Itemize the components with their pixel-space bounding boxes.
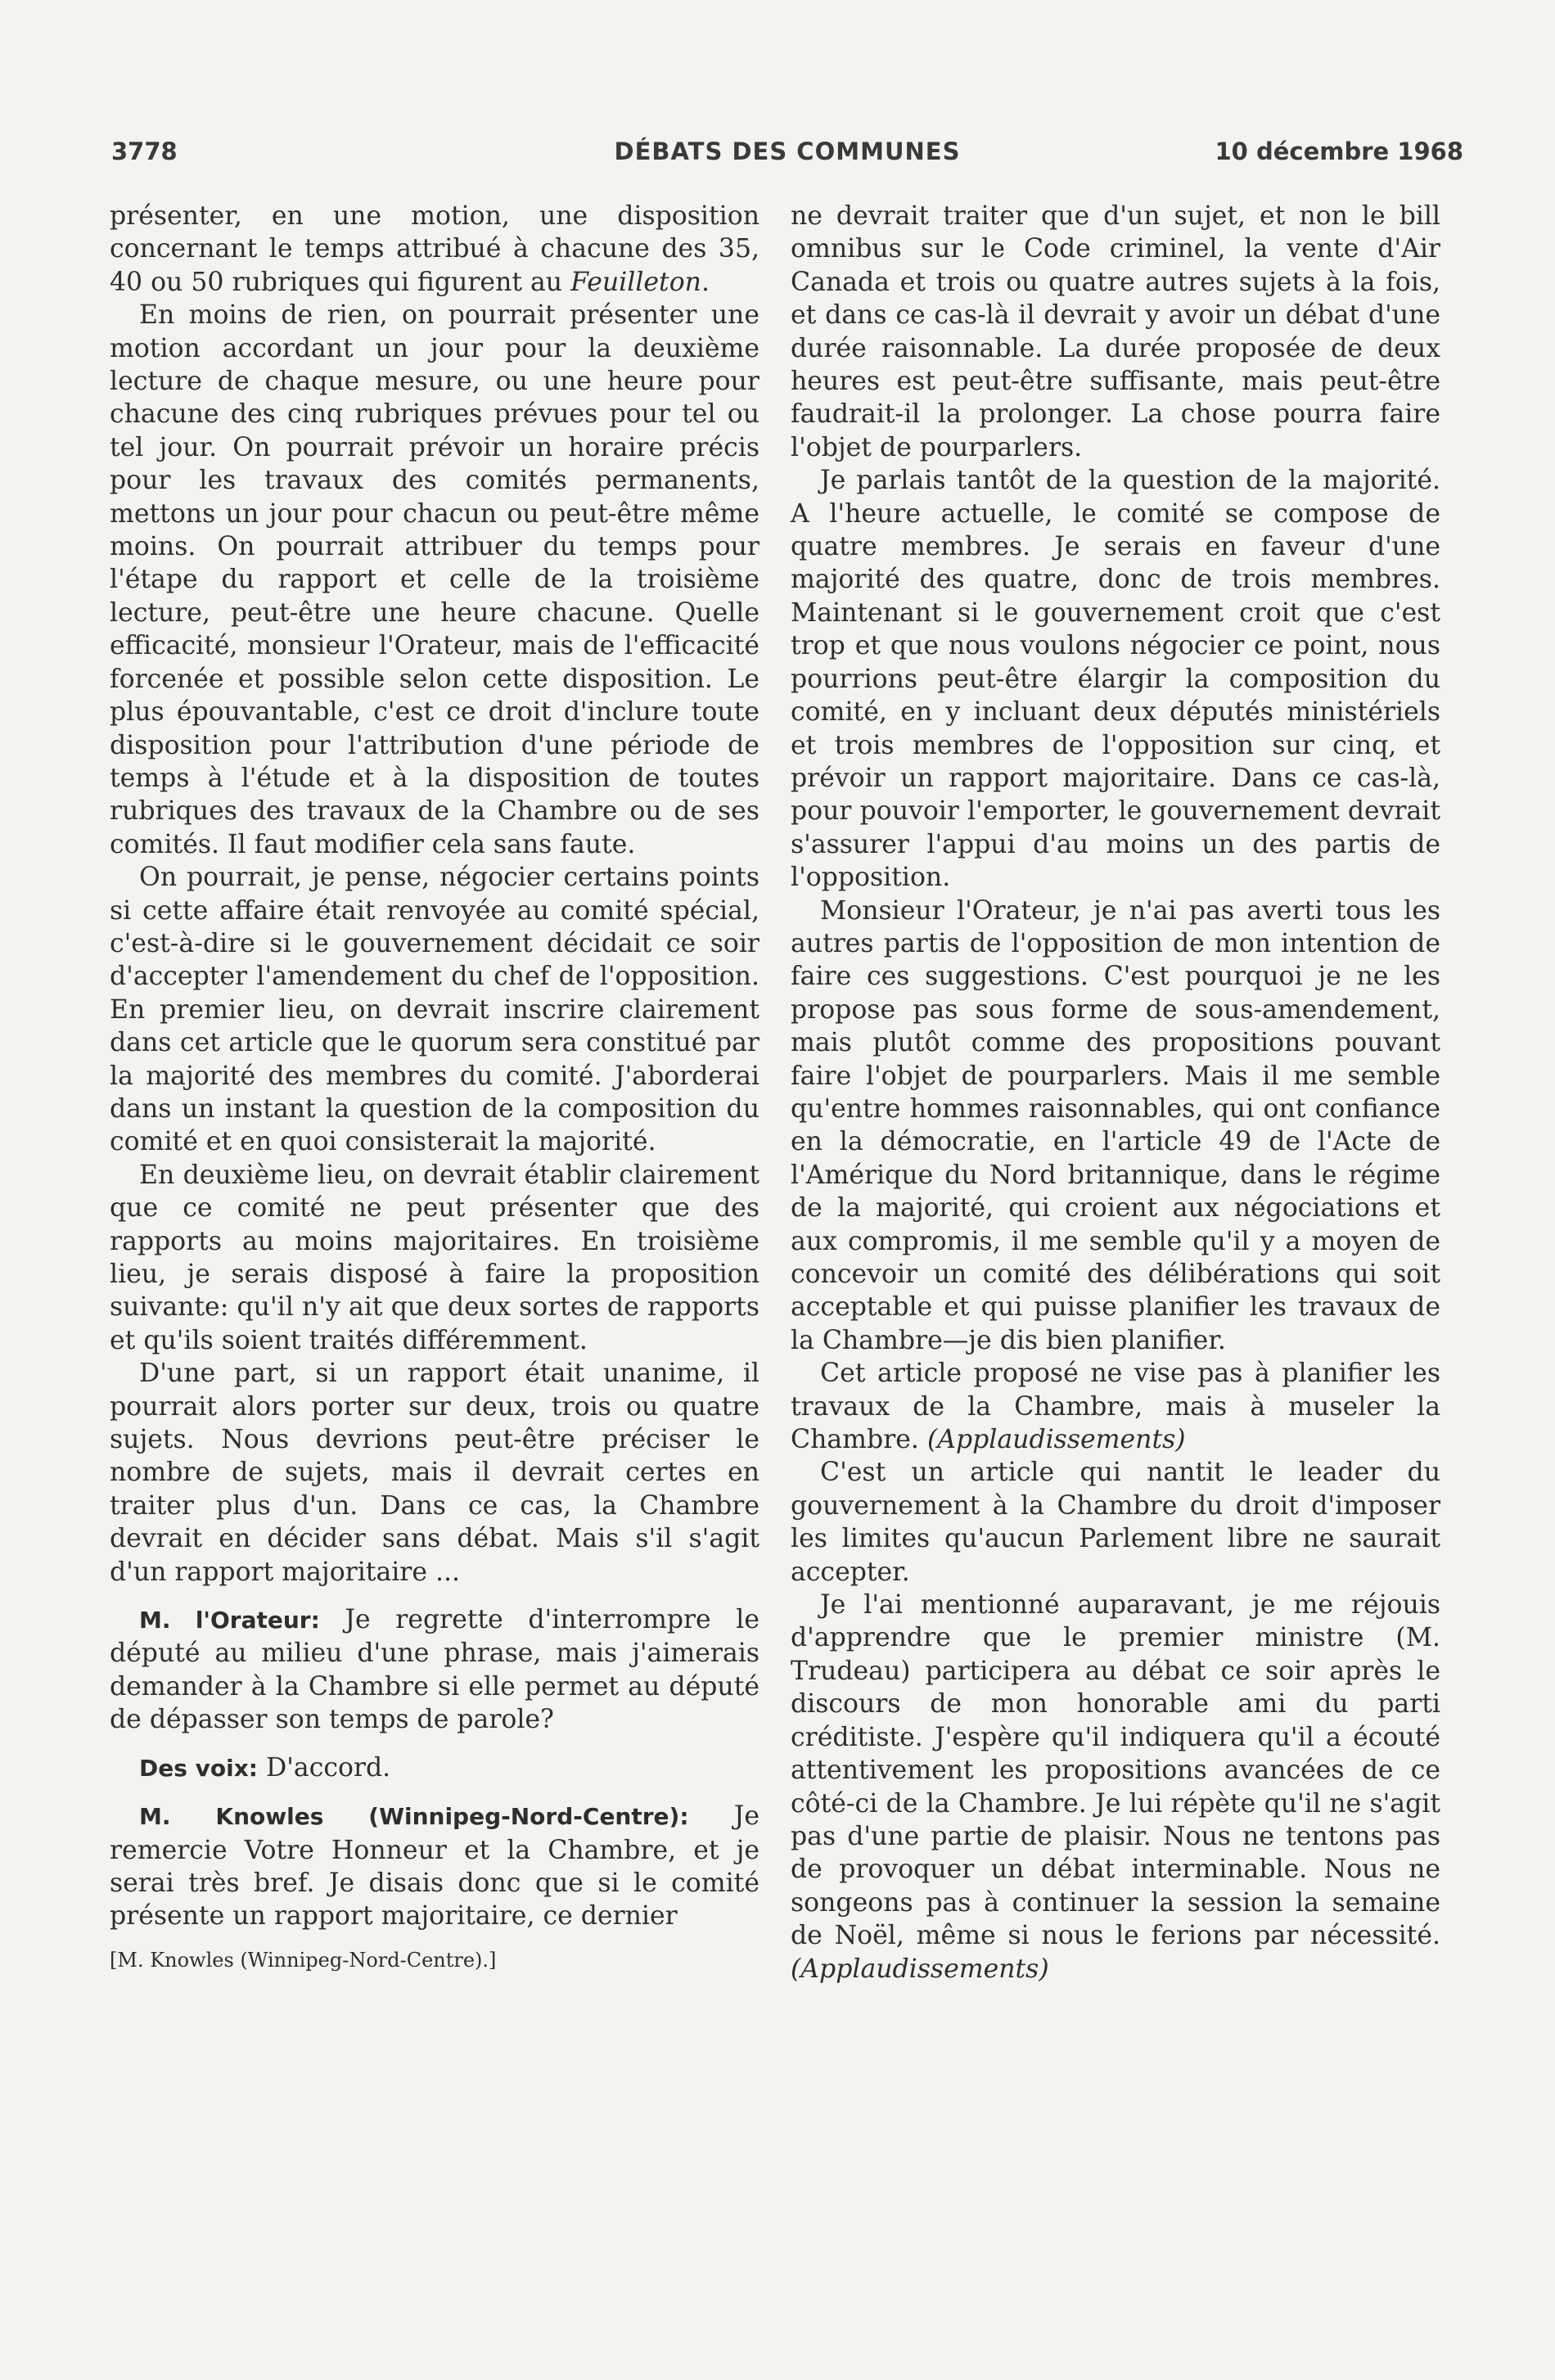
italic-text: (Applaudissements) [791, 1954, 1049, 1984]
paragraph: En deuxième lieu, on devrait établir clairement que ce comité ne peut présenter que des rapports au moins majoritaires. En troisième lieu, je serais disposé à faire la proposition suivante: qu'il n'y ait que deux sortes de rapports et qu'ils soient traités différemment. [110, 1160, 759, 1355]
paragraph: Je parlais tantôt de la question de la majorité. A l'heure actuelle, le comité se compose de quatre membres. Je serais en faveur d'une majorité des quatre, donc de trois membres. Maintenant si le gouvernement croit que c'est trop et que nous voulons négocier ce point, nous pourrions peut-être élargir la composition du comité, en y incluant deux députés ministériels et trois membres de l'opposition sur cinq, et prévoir un rapport majoritaire. Dans ce cas-là, pour pouvoir l'emporter, le gouvernement devrait s'assurer l'appui d'au moins un des partis de l'opposition. [791, 466, 1440, 893]
right-column [791, 200, 1440, 1986]
paragraph-text: Cet article proposé ne vise pas à planifier les travaux de la Chambre, mais à museler la Chambre. [791, 1359, 1440, 1455]
speech-paragraph [110, 1603, 759, 1737]
page-header [111, 137, 1463, 174]
page-title: DÉBATS DES COMMUNES [614, 137, 961, 165]
left-column [110, 200, 759, 1972]
paragraph: C'est un article qui nantit le leader du gouvernement à la Chambre du droit d'imposer les limites qu'aucun Parlement libre ne saurait accepter. [791, 1458, 1440, 1587]
paragraph-text: présenter, en une motion, une disposition concernant le temps attribué à chacune des 35, 40 ou 50 rubriques qui figurent au [110, 201, 759, 297]
speech-text: Je remercie Votre Honneur et la Chambre, et je serai très bref. Je disais donc que si le comité présente un rapport majoritaire, ce dernier [110, 1801, 759, 1931]
paragraph: D'une part, si un rapport était unanime, il pourrait alors porter sur deux, trois ou quatre sujets. Nous devrions peut-être préciser le nombre de sujets, mais il devrait certes en traiter plus d'un. Dans ce cas, la Chambre devrait en décider sans débat. Mais s'il s'agit d'un rapport majoritaire ... [110, 1359, 759, 1587]
paragraph: En moins de rien, on pourrait présenter une motion accordant un jour pour la deuxième lecture de chaque mesure, ou une heure pour chacune des cinq rubriques prévues pour tel ou tel jour. On pourrait prévoir un horaire précis pour les travaux des comités permanents, mettons un jour pour chacun ou peut-être même moins. On pourrait attribuer du temps pour l'étape du rapport et celle de la troisième lecture, peut-être une heure chacune. Quelle efficacité, monsieur l'Orateur, mais de l'efficacité forcenée et possible selon cette disposition. Le plus épouvantable, c'est ce droit d'inclure toute disposition pour l'attribution d'une période de temps à l'étude et à la disposition de toutes rubriques des travaux de la Chambre ou de ses comités. Il faut modifier cela sans faute. [110, 300, 759, 859]
paragraph: On pourrait, je pense, négocier certains points si cette affaire était renvoyée au comité spécial, c'est-à-dire si le gouvernement décidait ce soir d'accepter l'amendement du chef de l'opposition. En premier lieu, on devrait inscrire clairement dans cet article que le quorum sera constitué par la majorité des membres du comité. J'aborderai dans un instant la question de la composition du comité et en quoi consisterait la majorité. [110, 863, 759, 1157]
paragraph-text: . [701, 267, 710, 297]
paragraph [791, 1357, 1440, 1456]
italic-text: Feuilleton [570, 267, 701, 297]
speaker-footer: [M. Knowles (Winnipeg-Nord-Centre).] [110, 1948, 497, 1972]
speech-paragraph [110, 1800, 759, 1933]
italic-text: (Applaudissements) [926, 1425, 1186, 1455]
page-date: 10 décembre 1968 [1215, 137, 1463, 165]
speech-text: D'accord. [258, 1752, 391, 1783]
speaker-name: Des voix: [139, 1754, 258, 1782]
paragraph [110, 200, 759, 299]
paragraph: Monsieur l'Orateur, je n'ai pas averti tous les autres partis de l'opposition de mon intention de faire ces suggestions. C'est pourquoi je ne les propose pas sous forme de sous-amendement, mais plutôt comme des propositions pouvant faire l'objet de pourparlers. Mais il me semble qu'entre hommes raisonnables, qui ont confiance en la démocratie, en l'article 49 de l'Acte de l'Amérique du Nord britannique, dans le régime de la majorité, qui croient aux négociations et aux compromis, il me semble qu'il y a moyen de concevoir un comité des délibérations qui soit acceptable et qui puisse planifier les travaux de la Chambre—je dis bien planifier. [791, 895, 1440, 1355]
speaker-name: M. Knowles (Winnipeg-Nord-Centre): [139, 1803, 689, 1831]
paragraph-text: Je l'ai mentionné auparavant, je me réjouis d'apprendre que le premier ministre (M. Trudeau) participera au débat ce soir après le discours de mon honorable ami du parti créditiste. J'espère qu'il indiquera qu'il a écouté attentivement les propositions avancées de ce côté-ci de la Chambre. Je lui répète qu'il ne s'agit pas d'une partie de plaisir. Nous ne tentons pas de provoquer un débat interminable. Nous ne songeons pas à continuer la session la semaine de Noël, même si nous le ferions par nécessité. [791, 1590, 1440, 1951]
paragraph [791, 1589, 1440, 1986]
page-number: 3778 [111, 137, 178, 165]
speaker-name: M. l'Orateur: [139, 1607, 320, 1634]
paragraph: ne devrait traiter que d'un sujet, et non le bill omnibus sur le Code criminel, la vente d'Air Canada et trois ou quatre autres sujets à la fois, et dans ce cas-là il devrait y avoir un débat d'une durée raisonnable. La durée proposée de deux heures est peut-être suffisante, mais peut-être faudrait-il la prolonger. La chose pourra faire l'objet de pourparlers. [791, 201, 1440, 462]
speech-text: Je regrette d'interrompre le député au milieu d'une phrase, mais j'aimerais demander à la Chambre si elle permet au député de dépasser son temps de parole? [110, 1605, 759, 1735]
speech-paragraph [110, 1751, 759, 1785]
